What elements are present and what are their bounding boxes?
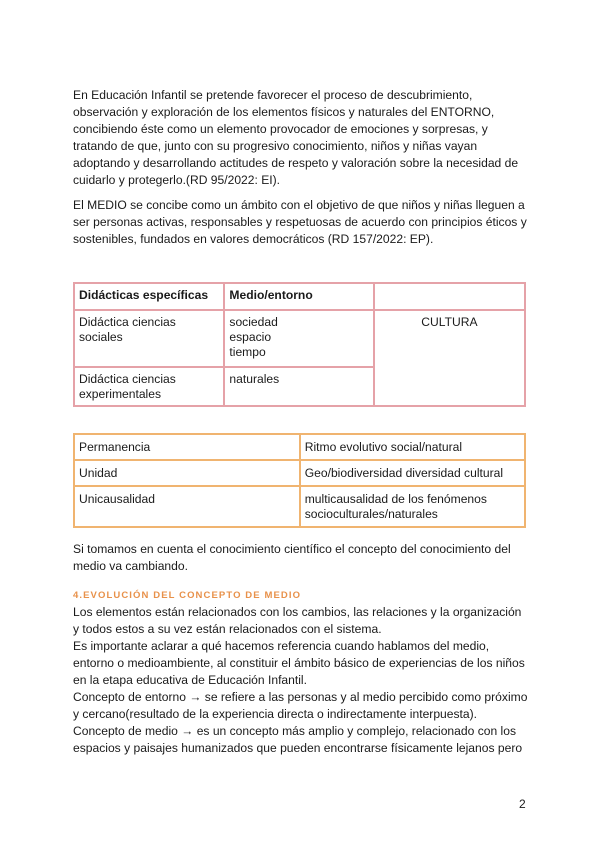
table-cell: Didáctica ciencias experimentales [74,367,224,406]
header-empty [374,283,525,310]
table-cell: Permanencia [74,434,300,460]
section-heading: 4.EVOLUCIÓN DEL CONCEPTO DE MEDIO [73,590,302,601]
intro-paragraph-2: El MEDIO se concibe como un ámbito con el objetivo de que niños y niñas lleguen a ser personas activas, responsables y respetuosas de acuerdo con principios éticos y sostenibles, fundados en valores democráticos (RD 157/2022: EP). [73,198,527,246]
page-number: 2 [519,797,526,811]
table-cell: Ritmo evolutivo social/natural [300,434,525,460]
cultura-cell: CULTURA [374,310,525,406]
table-row [74,486,525,527]
intro-paragraph-1: En Educación Infantil se pretende favorecer el proceso de descubrimiento, observación y exploración de los elementos físicos y naturales del ENTORNO, concibiendo éste como un elemento provocador de emociones y sorpresas, y tratando de que, junto con su progresivo conocimiento, niños y niñas vayan adoptando y desarrollando actitudes de respeto y valoración sobre la necesidad de cuidarlo y protegerlo.(RD 95/2022: EI). [73,88,519,187]
table-cell: Geo/biodiversidad diversidad cultural [300,460,525,486]
table-cell: multicausalidad de los fenómenos socioculturales/naturales [300,486,525,527]
table-cell: Unicausalidad [74,486,300,527]
table-cell: naturales [224,367,373,406]
table-cell: Didáctica ciencias sociales [74,310,224,367]
table-row [74,310,525,367]
table-row [74,460,525,486]
table-row [74,434,525,460]
header-medio: Medio/entorno [224,283,373,310]
permanencia-table [73,433,526,528]
table-cell: sociedad espacio tiempo [224,310,373,367]
header-didacticas: Didácticas específicas [74,283,224,310]
didacticas-table [73,282,526,407]
table-cell: Unidad [74,460,300,486]
section-body: Los elementos están relacionados con los cambios, las relaciones y la organización y todos estos a su vez están relacionados con el sistema. Es importante aclarar a qué hacemos referencia cuando hablamos del medio, entorno o medioambiente, al constituir el ámbito básico de experiencias de los niños en la etapa educativa de Educación Infantil. Concepto de entorno → se refiere a las personas y al medio percibido como próximo y cercano(resultado de la experiencia directa o indirectamente interpuesta). Concepto de medio → es un concepto más amplio y complejo, relacionado con los espacios y paisajes humanizados que pueden encontrarse físicamente lejanos pero [73,605,528,755]
after-tables-paragraph: Si tomamos en cuenta el conocimiento científico el concepto del conocimiento del medio va cambiando. [73,542,511,573]
table-header-row [74,283,525,310]
